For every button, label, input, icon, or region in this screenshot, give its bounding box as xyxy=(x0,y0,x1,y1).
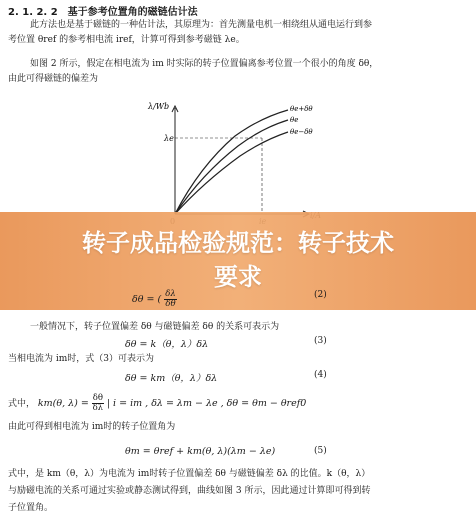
paragraph-5-prefix: 式中， xyxy=(8,399,36,409)
equation-3-number: (3) xyxy=(314,336,327,346)
equation-5-number: (5) xyxy=(314,446,327,456)
paragraph-6: 由此可得到相电流为 im时的转子位置角为 xyxy=(8,422,176,432)
paragraph-1-line-1: 此方法也是基于磁链的一种估计法，其原理为：首先测量电机一相绕组从通电运行到参 xyxy=(30,20,373,30)
equation-4-number: (4) xyxy=(314,370,327,380)
paragraph-5-numerator: δθ xyxy=(92,393,103,403)
paragraph-5 xyxy=(8,394,306,413)
banner-title-line-1: 转子成品检验规范：转子技术 xyxy=(82,229,394,257)
paragraph-2-line-1: 如图 2 所示，假定在相电流为 im 时实际的转子位置偏离参考位置一个很小的角度 δθ， xyxy=(30,59,379,69)
series-label-plus: θe+δθ xyxy=(290,105,313,113)
equation-2-denominator: δθ xyxy=(165,299,176,309)
section-heading: 2. 1. 2. 2 基于参考位置角的磁链估计法 xyxy=(8,7,198,18)
equation-2 xyxy=(132,290,177,309)
paragraph-5-formula-b: | i = im , δλ = λm − λe , δθ = θm − θref0 xyxy=(106,398,307,409)
paragraph-7-line-1: 式中，是 km（θ，λ）为电流为 im时转子位置偏差 δθ 与磁链偏差 δλ 的比值。k（θ，λ） xyxy=(8,469,371,479)
paragraph-7-line-2: 与励磁电流的关系可通过实验或静态测试得到，曲线如图 3 所示，因此通过计算即可得到转 xyxy=(8,486,371,496)
equation-2-lhs: δθ = xyxy=(132,294,155,305)
equation-5: θm = θref + km(θ, λ)(λm − λe) xyxy=(125,446,276,457)
paragraph-3: 一般情况下，转子位置偏差 δθ 与磁链偏差 δθ 的关系可表示为 xyxy=(30,322,280,332)
paragraph-5-denominator: δλ xyxy=(92,403,104,413)
paragraph-5-formula-a: km(θ, λ) = xyxy=(37,398,89,409)
equation-2-number: (2) xyxy=(314,290,327,300)
paragraph-4: 当相电流为 im时，式（3）可表示为 xyxy=(8,354,155,364)
paragraph-1-line-2: 考位置 θref 的参考相电流 iref，计算可得到参考磁链 λe。 xyxy=(8,35,245,45)
paragraph-2-line-2: 由此可得磁链的偏差为 xyxy=(8,74,99,84)
banner-title-line-2: 要求 xyxy=(214,263,262,291)
paragraph-5-fraction xyxy=(92,394,104,413)
equation-4: δθ = km（θ，λ）δλ xyxy=(125,373,218,384)
banner-title xyxy=(0,226,476,294)
equation-2-paren: ( xyxy=(157,294,162,305)
paragraph-7-line-3: 子位置角。 xyxy=(8,503,54,513)
series-label-e: θe xyxy=(290,116,299,124)
curve-theta-minus xyxy=(175,132,288,214)
series-label-minus: θe−δθ xyxy=(290,128,313,136)
y-tick-lambda-e: λe xyxy=(164,134,174,143)
equation-3: δθ = k（θ，λ）δλ xyxy=(125,339,209,350)
equation-2-fraction xyxy=(164,290,177,309)
y-axis-label: λ/Wb xyxy=(148,102,170,111)
equation-2-numerator: δλ xyxy=(165,289,176,299)
curve-theta-e xyxy=(175,120,288,214)
